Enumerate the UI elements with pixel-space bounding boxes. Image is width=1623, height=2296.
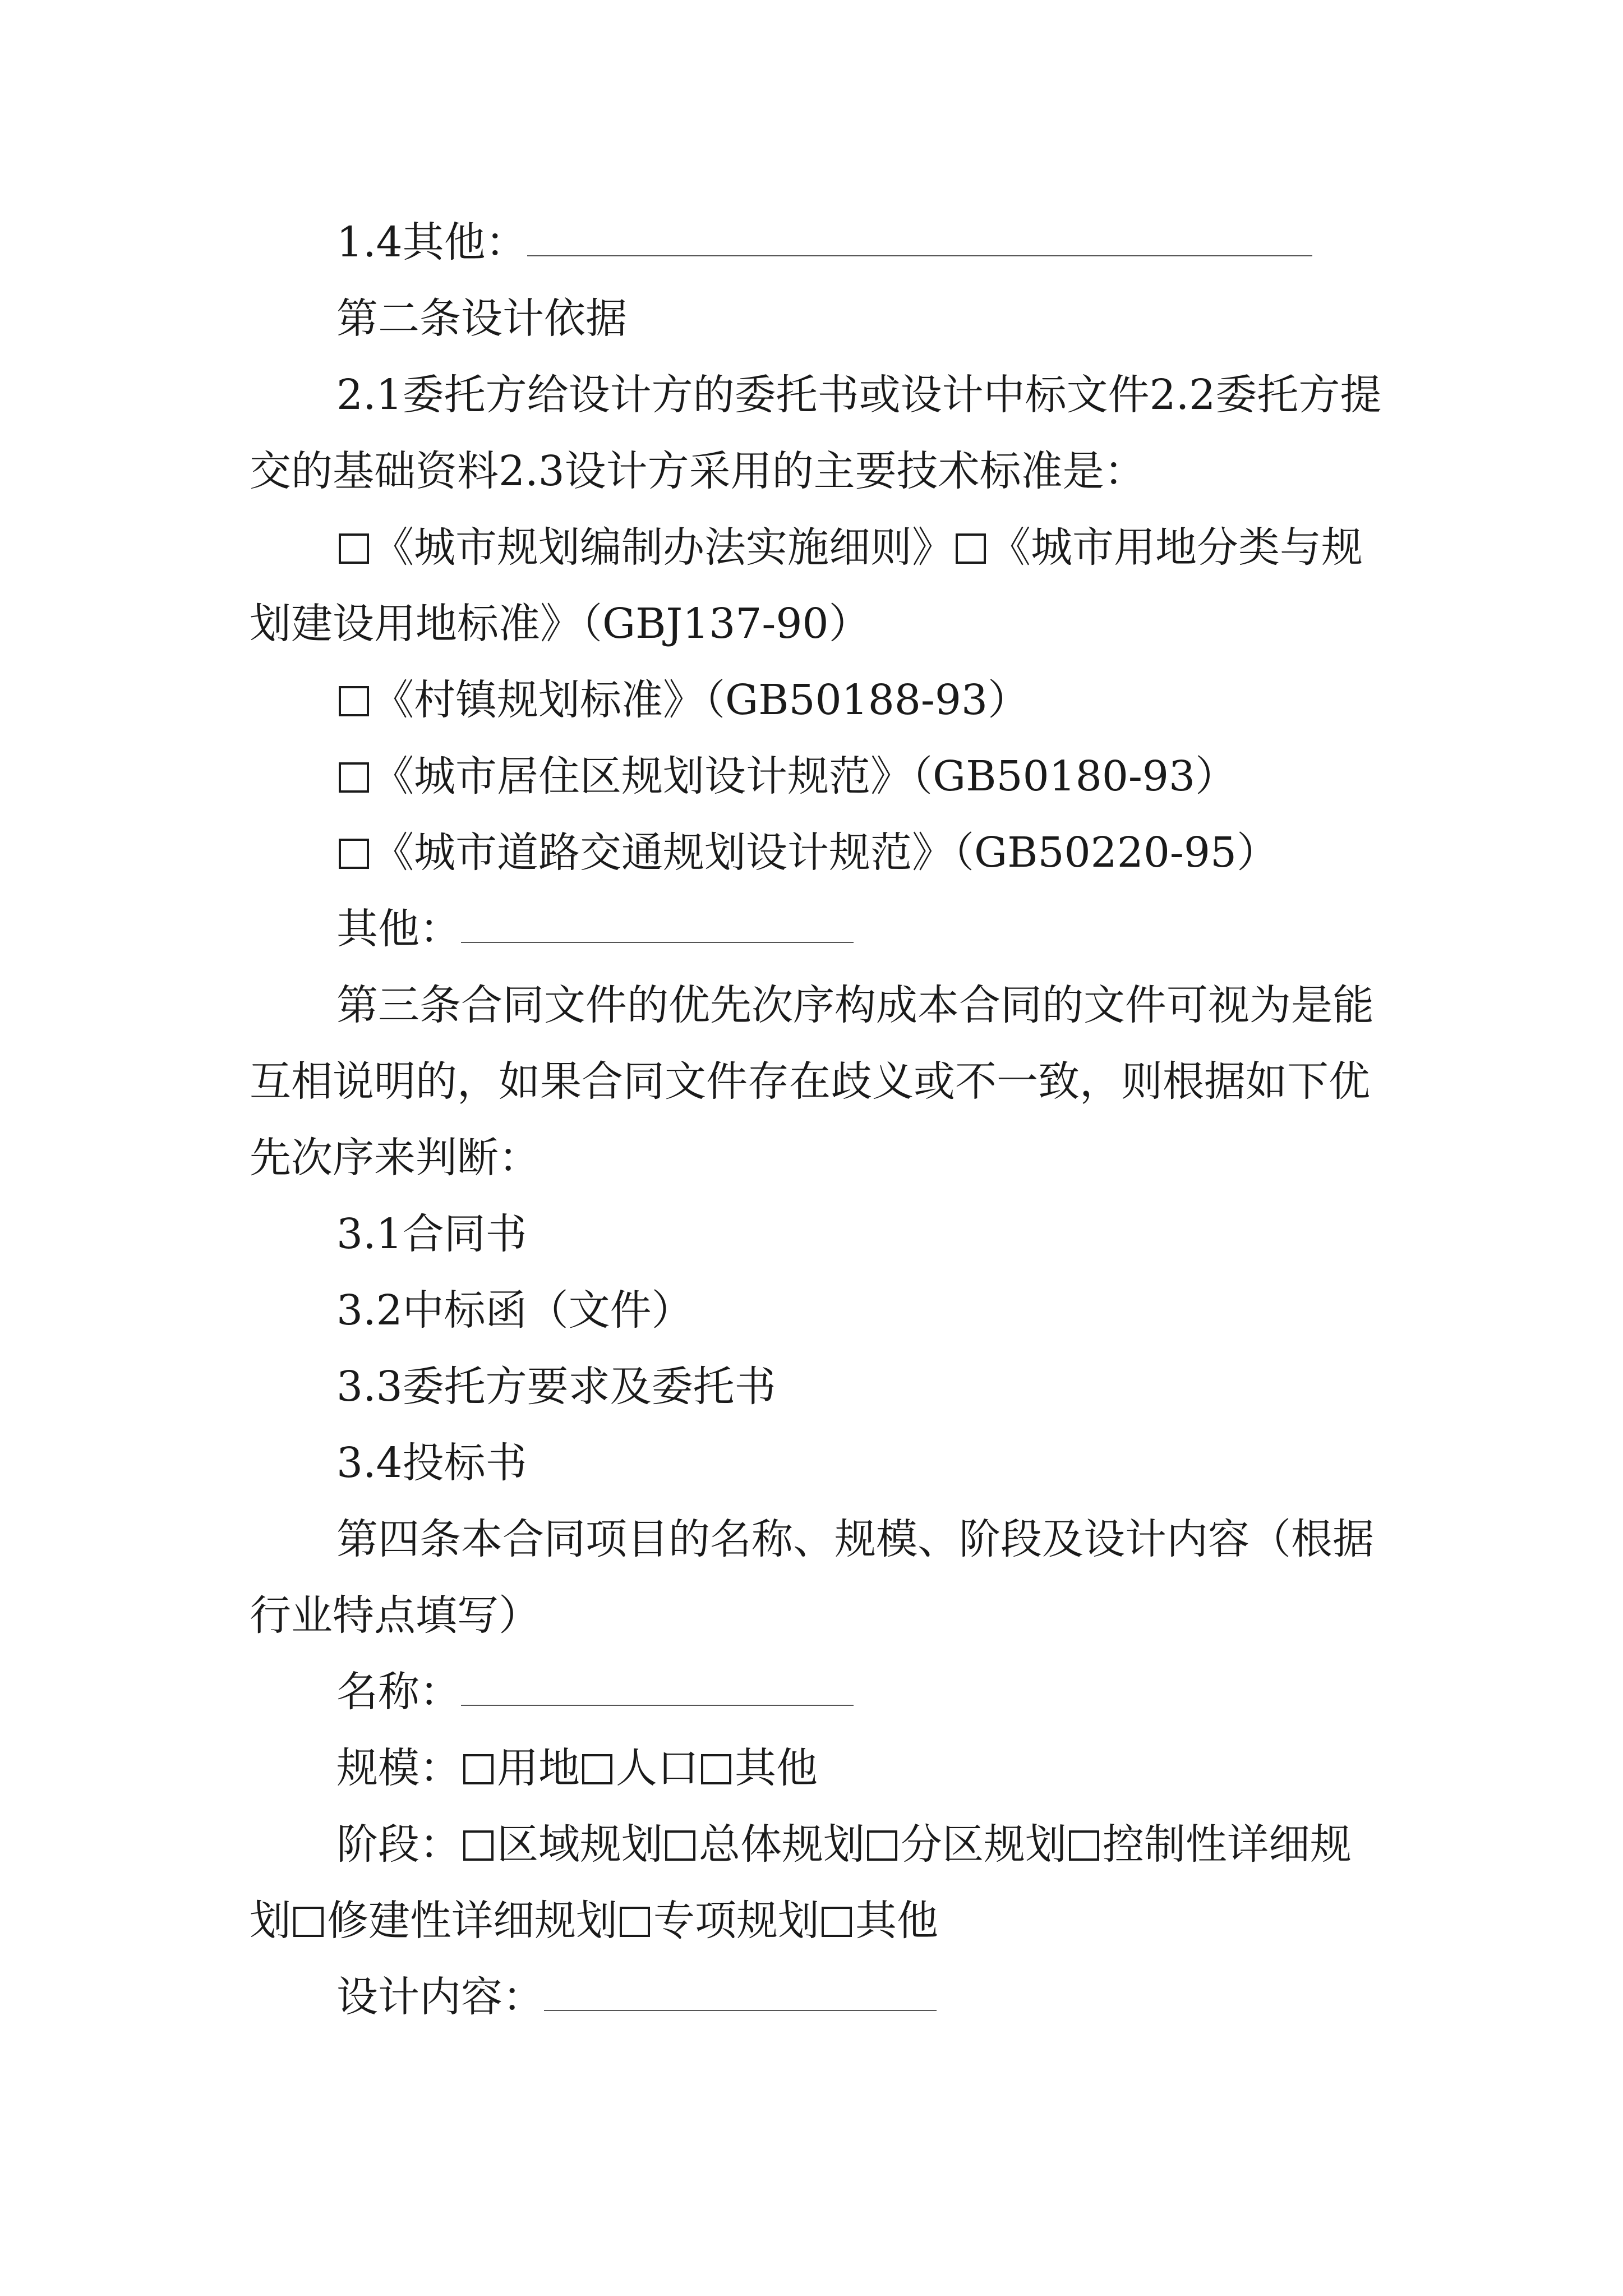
standard-item-2 xyxy=(250,662,1391,738)
scale-option-other: 其他 xyxy=(735,1744,818,1792)
checkbox[interactable] xyxy=(1069,1830,1099,1861)
stage-option-6: 专项规划 xyxy=(653,1897,819,1945)
checkbox[interactable] xyxy=(463,1754,494,1784)
article-2-title: 第二条设计依据 xyxy=(336,295,627,343)
checkbox[interactable] xyxy=(293,1907,324,1937)
design-content-blank-line[interactable] xyxy=(544,1976,937,2011)
checkbox[interactable] xyxy=(463,1830,494,1861)
project-name-row xyxy=(250,1654,1391,1730)
stage-option-7: 其他 xyxy=(855,1897,938,1945)
checkbox[interactable] xyxy=(867,1830,897,1861)
section-3-2: 3.2中标函（文件） xyxy=(336,1286,693,1335)
stage-option-5: 修建性详细规划 xyxy=(327,1897,617,1945)
other-label: 其他： xyxy=(336,905,461,953)
standard-3-text: 《城市居住区规划设计规范》（GB50180-93） xyxy=(372,752,1237,800)
other-blank-line[interactable] xyxy=(527,222,1312,256)
project-scale-row xyxy=(250,1730,1391,1806)
article-3-body: 第三条合同文件的优先次序构成本合同的文件可视为是能互相说明的，如果合同文件存在歧义或不一致，则根据如下优先次序来判断： xyxy=(250,981,1374,1182)
checkbox[interactable] xyxy=(339,839,369,869)
design-content-row xyxy=(250,1959,1391,2035)
checkbox[interactable] xyxy=(339,762,369,793)
checkbox[interactable] xyxy=(620,1907,650,1937)
design-content-label: 设计内容： xyxy=(336,1973,544,2021)
section-3-1: 3.1合同书 xyxy=(336,1210,527,1258)
other-standard-blank-line[interactable] xyxy=(461,908,854,943)
stage-option-2: 总体规划 xyxy=(699,1820,865,1869)
article-4-body: 第四条本合同项目的名称、规模、阶段及设计内容（根据行业特点填写） xyxy=(250,1515,1374,1640)
checkbox[interactable] xyxy=(665,1830,695,1861)
standard-item-3 xyxy=(250,738,1391,815)
stage-label: 阶段： xyxy=(336,1820,461,1869)
article-2-body: 2.1委托方给设计方的委托书或设计中标文件2.2委托方提交的基础资料2.3设计方采用的主要技术标准是： xyxy=(250,371,1382,495)
section-3-4: 3.4投标书 xyxy=(336,1439,527,1487)
name-label: 名称： xyxy=(336,1668,461,1716)
checkbox[interactable] xyxy=(339,533,369,564)
checkbox[interactable] xyxy=(582,1754,612,1784)
standard-2-text: 《村镇规划标准》（GB50188-93） xyxy=(372,676,1030,724)
checkbox[interactable] xyxy=(339,686,369,716)
stage-option-4: 控制性详细规划 xyxy=(250,1820,1352,1945)
standard-item-4 xyxy=(250,815,1391,891)
standard-item-1 xyxy=(250,509,1391,662)
scale-option-population: 人口 xyxy=(616,1744,699,1792)
stage-option-1: 区域规划 xyxy=(497,1820,663,1869)
section-1-4-label: 1.4其他： xyxy=(336,218,527,266)
standard-other xyxy=(250,891,1391,967)
standard-1a-text: 《城市规划编制办法实施细则》 xyxy=(372,523,953,572)
project-stage-row xyxy=(250,1806,1391,1959)
name-blank-line[interactable] xyxy=(461,1671,854,1706)
standard-4-text: 《城市道路交通规划设计规范》（GB50220-95） xyxy=(372,829,1279,877)
scale-label: 规模： xyxy=(336,1744,461,1792)
standard-1b-text: 《城市用地分类与规划建设用地标准》（GBJ137-90） xyxy=(250,523,1363,648)
section-3-3: 3.3委托方要求及委托书 xyxy=(336,1363,776,1411)
stage-option-3: 分区规划 xyxy=(901,1820,1067,1869)
checkbox[interactable] xyxy=(956,533,986,564)
section-1-4 xyxy=(250,204,1391,280)
checkbox[interactable] xyxy=(822,1907,852,1937)
checkbox[interactable] xyxy=(701,1754,731,1784)
scale-option-land: 用地 xyxy=(497,1744,580,1792)
